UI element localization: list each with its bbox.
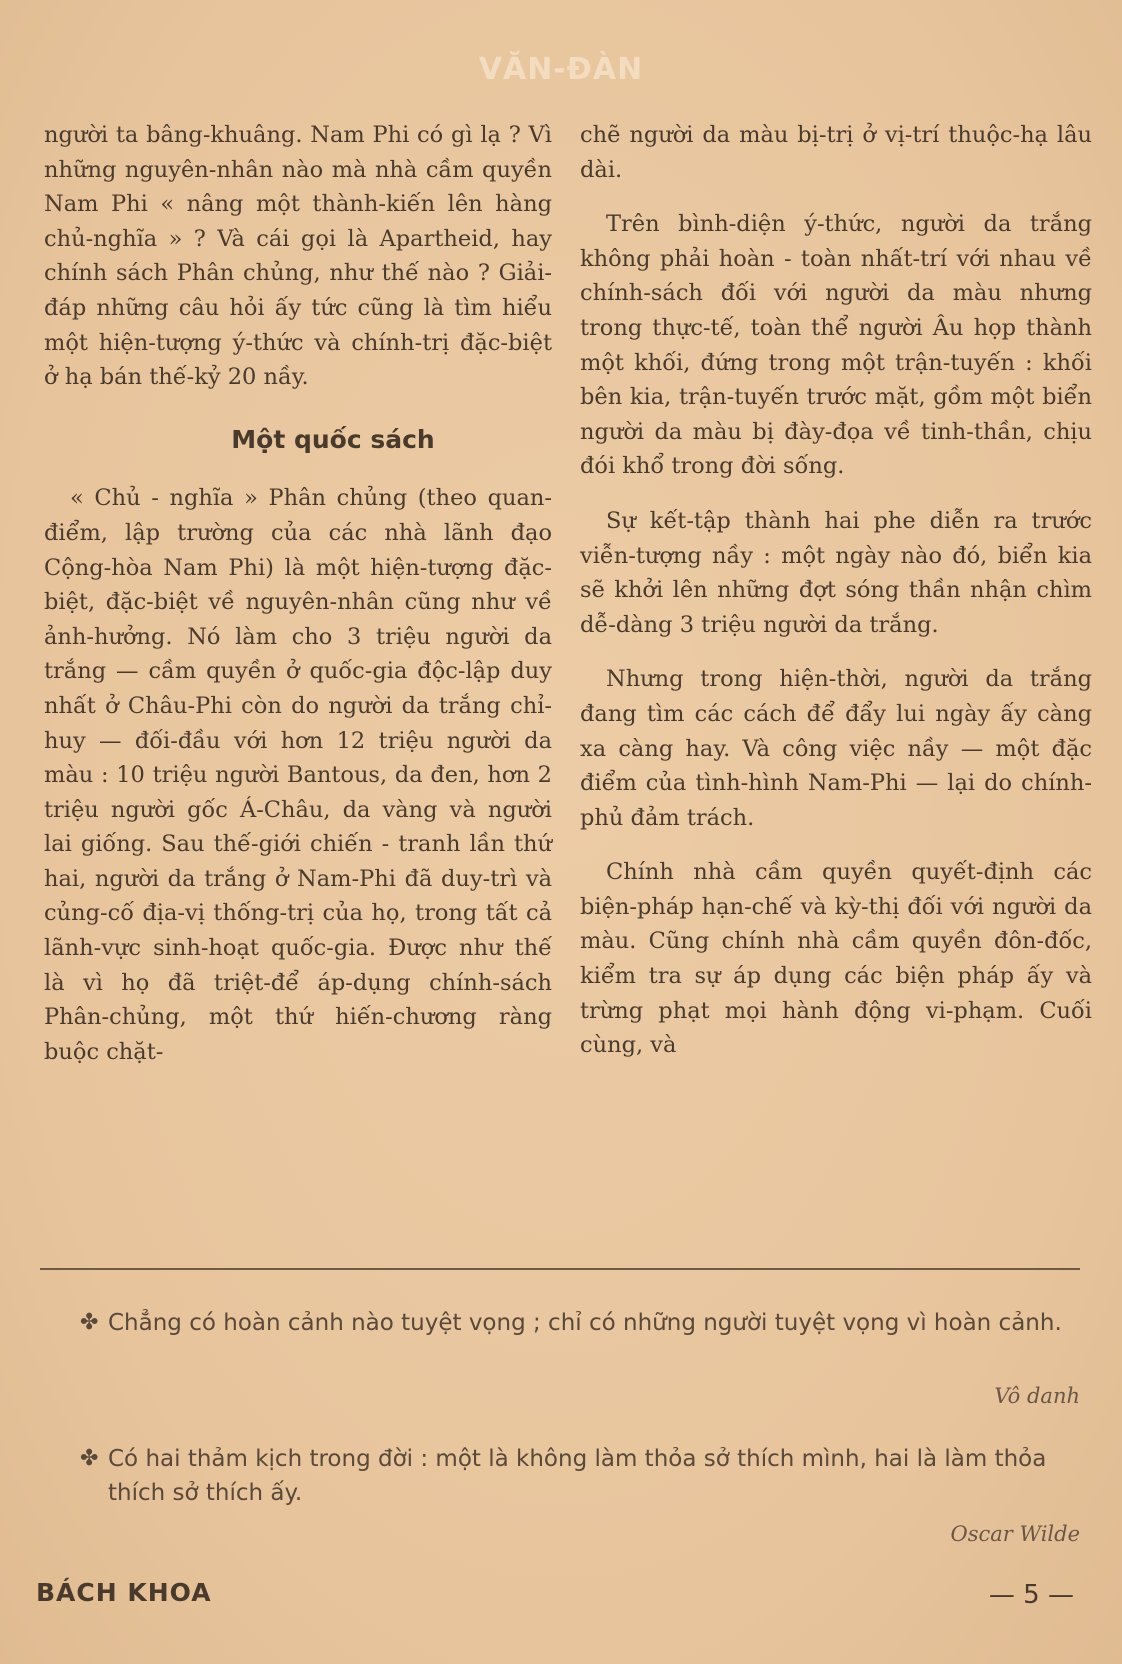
right-paragraph-3: Sự kết-tập thành hai phe diễn ra trước viễn-tượng nầy : một ngày nào đó, biển kia sẽ khởi lên những đợt sóng thần nhận chìm dễ-dàng 3 triệu người da trắng. xyxy=(580,507,1092,638)
section-heading: Một quốc sách xyxy=(231,424,435,454)
quote-2 xyxy=(80,1442,1092,1510)
quote-1 xyxy=(80,1306,1092,1340)
quote-2-author: Oscar Wilde xyxy=(950,1522,1080,1546)
right-paragraph-1: chẽ người da màu bị-trị ở vị-trí thuộc-hạ lâu dài. xyxy=(580,122,1092,183)
page-number: — 5 — xyxy=(988,1580,1074,1610)
divider-rule xyxy=(40,1268,1080,1270)
flower-bullet-icon: ✤ xyxy=(80,1310,99,1335)
right-paragraph-5: Chính nhà cầm quyền quyết-định các biện-pháp hạn-chế và kỳ-thị đối với người da màu. Cũng chính nhà cầm quyền đôn-đốc, kiểm tra sự áp dụng các biện pháp ấy và trừng phạt mọi hành động vi-phạm. Cuối cùng, và xyxy=(580,859,1092,1059)
left-column xyxy=(44,118,552,1069)
left-paragraph-2: « Chủ - nghĩa » Phân chủng (theo quan-điểm, lập trường của các nhà lãnh đạo Cộng-hòa Nam Phi) là một hiện-tượng đặc-biệt, đặc-biệt về nguyên-nhân cũng như về ảnh-hưởng. Nó làm cho 3 triệu người da trắng — cầm quyền ở quốc-gia độc-lập duy nhất ở Châu-Phi còn do người da trắng chỉ-huy — đối-đầu với hơn 12 triệu người da màu : 10 triệu người Bantous, da đen, hơn 2 triệu người gốc Á-Châu, da vàng và người lai giống. Sau thế-giới chiến - tranh lần thứ hai, người da trắng ở Nam-Phi đã duy-trì và củng-cố địa-vị thống-trị của họ, trong tất cả lãnh-vực sinh-hoạt quốc-gia. Được như thế là vì họ đã triệt-để áp-dụng chính-sách Phân-chủng, một thứ hiến-chương ràng buộc chặt- xyxy=(44,485,552,1065)
right-paragraph-2: Trên bình-diện ý-thức, người da trắng không phải hoàn - toàn nhất-trí với nhau về chính-sách đối với người da màu nhưng trong thực-tế, toàn thể người Âu họp thành một khối, đứng trong một trận-tuyến : khối bên kia, trận-tuyến trước mặt, gồm một biển người da màu bị đày-đọa về tinh-thần, chịu đói khổ trong đời sống. xyxy=(580,211,1092,480)
quote-2-text: Có hai thảm kịch trong đời : một là không làm thỏa sở thích mình, hai là làm thỏa thích sở thích ấy. xyxy=(108,1446,1047,1506)
magazine-name: BÁCH KHOA xyxy=(36,1578,212,1607)
quote-1-author: Vô danh xyxy=(994,1384,1080,1408)
left-paragraph-1: người ta bâng-khuâng. Nam Phi có gì lạ ? Vì những nguyên-nhân nào mà nhà cầm quyền Nam Phi « nâng một thành-kiến lên hàng chủ-nghĩa » ? Và cái gọi là Apartheid, hay chính sách Phân chủng, như thế nào ? Giải-đáp những câu hỏi ấy tức cũng là tìm hiểu một hiện-tượng ý-thức và chính-trị đặc-biệt ở hạ bán thế-kỷ 20 nầy. xyxy=(44,122,552,391)
right-paragraph-4: Nhưng trong hiện-thời, người da trắng đang tìm các cách để đẩy lui ngày ấy càng xa càng hay. Và công việc nầy — một đặc điểm của tình-hình Nam-Phi — lại do chính-phủ đảm trách. xyxy=(580,666,1092,831)
right-column xyxy=(580,118,1092,1063)
flower-bullet-icon: ✤ xyxy=(80,1446,99,1471)
running-header: VĂN-ĐÀN xyxy=(478,52,644,87)
quote-1-text: Chẳng có hoàn cảnh nào tuyệt vọng ; chỉ có những người tuyệt vọng vì hoàn cảnh. xyxy=(108,1310,1062,1336)
